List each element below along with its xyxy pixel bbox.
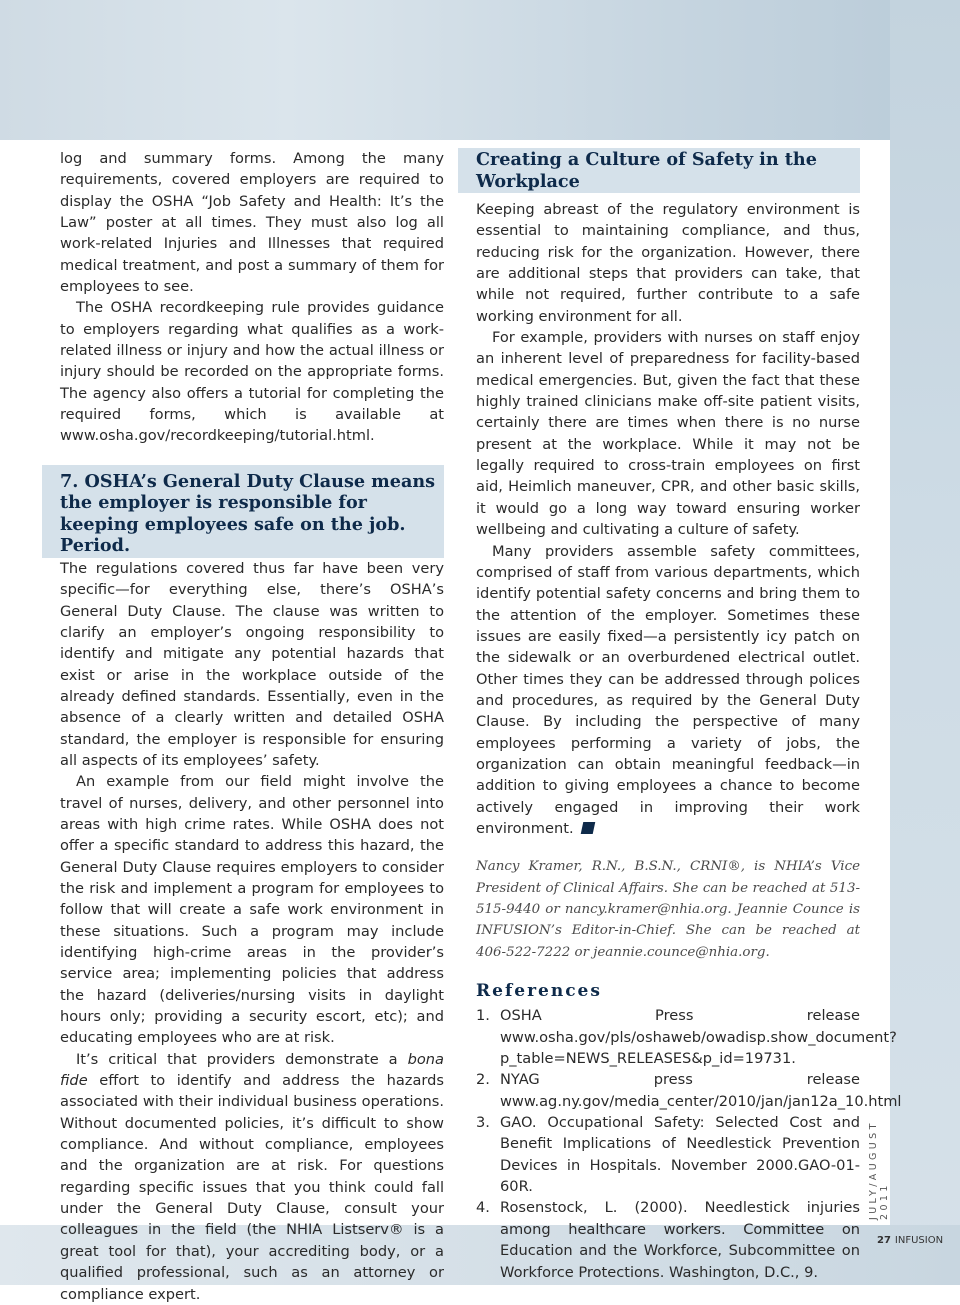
reference-number: 2. <box>476 1071 490 1089</box>
text-run: . Jeannie Counce is INFUSION’s Editor-in-Chief. She can be reached at 406-522-7222 or <box>476 902 860 960</box>
reference-text: Rosenstock, L. (2000). Needlestick injuries among healthcare workers. Committee on Education and the Workforce, Subcommittee on Workforce Protections. Washington, D.C., 9. <box>500 1199 860 1281</box>
email-link[interactable]: jeannie.counce@nhia.org <box>593 944 766 960</box>
text-run: Many providers assemble safety committees, comprised of staff from various departments, which identify potential safety concerns and bring them to the attention of the employer. Sometimes these issues are easily fixed—a persistently icy patch on the sidewalk or an overburdened electrical outlet. Other times they can be addressed through polices and procedures, as required by the General Duty Clause. By including the perspective of many employees performing a variety of jobs, the organization can obtain meaningful feedback—in addition to giving employees a chance to become actively engaged in improving their work environment. <box>476 542 860 837</box>
paragraph: The regulations covered thus far have been very specific—for everything else, there’s OSHA’s General Duty Clause. The clause was written to clarify an employer’s ongoing responsibility to identify and mitigate any potential hazards that exist or arise in the workplace outside of the already defined standards. Essentially, even in the absence of a clearly written and detailed OSHA standard, the employer is responsible for ensuring all aspects of its employees’ safety. <box>60 559 444 769</box>
paragraph: An example from our field might involve the travel of nurses, delivery, and other personnel into areas with high crime rates. While OSHA does not offer a specific standard to address this hazard, the General Duty Clause requires employers to consider the risk and implement a program for employees to follow that will create a safe work environment in these situations. Such a program may include identifying high-crime areas in the provider’s service area; implementing policies that address the hazard (deliveries/nursing visits in daylight hours only; providing a security escort, etc); and educating employees who are at risk. <box>60 773 444 1047</box>
paragraph <box>476 541 860 840</box>
email-link[interactable]: nancy.kramer@nhia.org <box>564 902 728 917</box>
reference-text: OSHA Press release www.osha.gov/pls/oshaweb/owadisp.show_document?p_table=NEWS_RELEASES&p_id=19731. <box>500 1007 897 1068</box>
author-bio <box>476 856 860 963</box>
section-heading-general-duty: 7. OSHA’s General Duty Clause means the employer is responsible for keeping employees safe on the job. Period. <box>42 465 444 558</box>
paragraph: For example, providers with nurses on staff enjoy an inherent level of preparedness for facility-based medical emergencies. But, given the fact that these highly trained clinicians make off-site patient visits, certainly there are times when there is no nurse present at the workplace. While it may not be legally required to cross-train employees on first aid, Heimlich maneuver, CPR, and other basic skills, it would go a long way toward ensuring worker wellbeing and cultivating a culture of safety. <box>476 329 860 539</box>
reference-number: 4. <box>476 1199 490 1217</box>
references-heading: References <box>476 981 602 1002</box>
italic-term: bona fide <box>60 1050 444 1090</box>
reference-number: 1. <box>476 1007 490 1025</box>
text-run: It’s critical that providers demonstrate a <box>76 1050 408 1068</box>
text-run: . <box>765 944 770 960</box>
reference-item <box>476 1112 860 1197</box>
reference-text: NYAG press release www.ag.ny.gov/media_center/2010/jan/jan12a_10.html <box>500 1071 902 1110</box>
reference-number: 3. <box>476 1114 490 1132</box>
paragraph: log and summary forms. Among the many requirements, covered employers are required to display the OSHA “Job Safety and Health: It’s the Law” poster at all times. They must also log all work-related Injuries and Illnesses that required medical treatment, and post a summary of them for employees to see. <box>60 150 444 296</box>
reference-item <box>476 1197 860 1282</box>
text-run: effort to identify and address the hazards associated with their individual business operations. Without documented policies, it’s difficult to show compliance. And without compliance, employees and the organization are at risk. For questions regarding specific issues that you think could fall under the General Duty Clause, consult your colleagues in the field (the NHIA Listserv® is a great tool for that), your accrediting body, or a qualified professional, such as an attorney or compliance expert. <box>60 1072 444 1303</box>
end-of-article-icon <box>580 822 595 834</box>
magazine-logo: INFUSION <box>894 1235 944 1246</box>
paragraph: The OSHA recordkeeping rule provides guidance to employers regarding what qualifies as a work-related illness or injury and how the actual illness or injury should be recorded on the appropriate forms. The agency also offers a tutorial for completing the required forms, which is available at www.osha.gov/recordkeeping/tutorial.html. <box>60 299 444 445</box>
paragraph: Keeping abreast of the regulatory environment is essential to maintaining compliance, and thus, reducing risk for the organization. However, there are additional steps that providers can take, that while not required, further contribute to a safe working environment for all. <box>476 201 860 325</box>
header-band <box>0 0 960 140</box>
reference-item <box>476 1005 897 1069</box>
paragraph <box>60 1049 444 1305</box>
left-column <box>60 148 444 1305</box>
issue-date: JULY/AUGUST 2011 <box>868 1120 890 1220</box>
text-run: Nancy Kramer, R.N., B.S.N., CRNI®, is NHIA’s Vice President of Clinical Affairs. She can be reached at 513-515-9440 or <box>476 859 860 917</box>
reference-item <box>476 1069 902 1112</box>
page-folio <box>877 1235 943 1246</box>
reference-text: GAO. Occupational Safety: Selected Cost and Benefit Implications of Needlestick Prevention Devices in Hospitals. November 2000.GAO-01-60R. <box>500 1114 860 1196</box>
section-heading-culture-of-safety: Creating a Culture of Safety in the Workplace <box>458 148 860 193</box>
page-number: 27 <box>877 1235 891 1246</box>
